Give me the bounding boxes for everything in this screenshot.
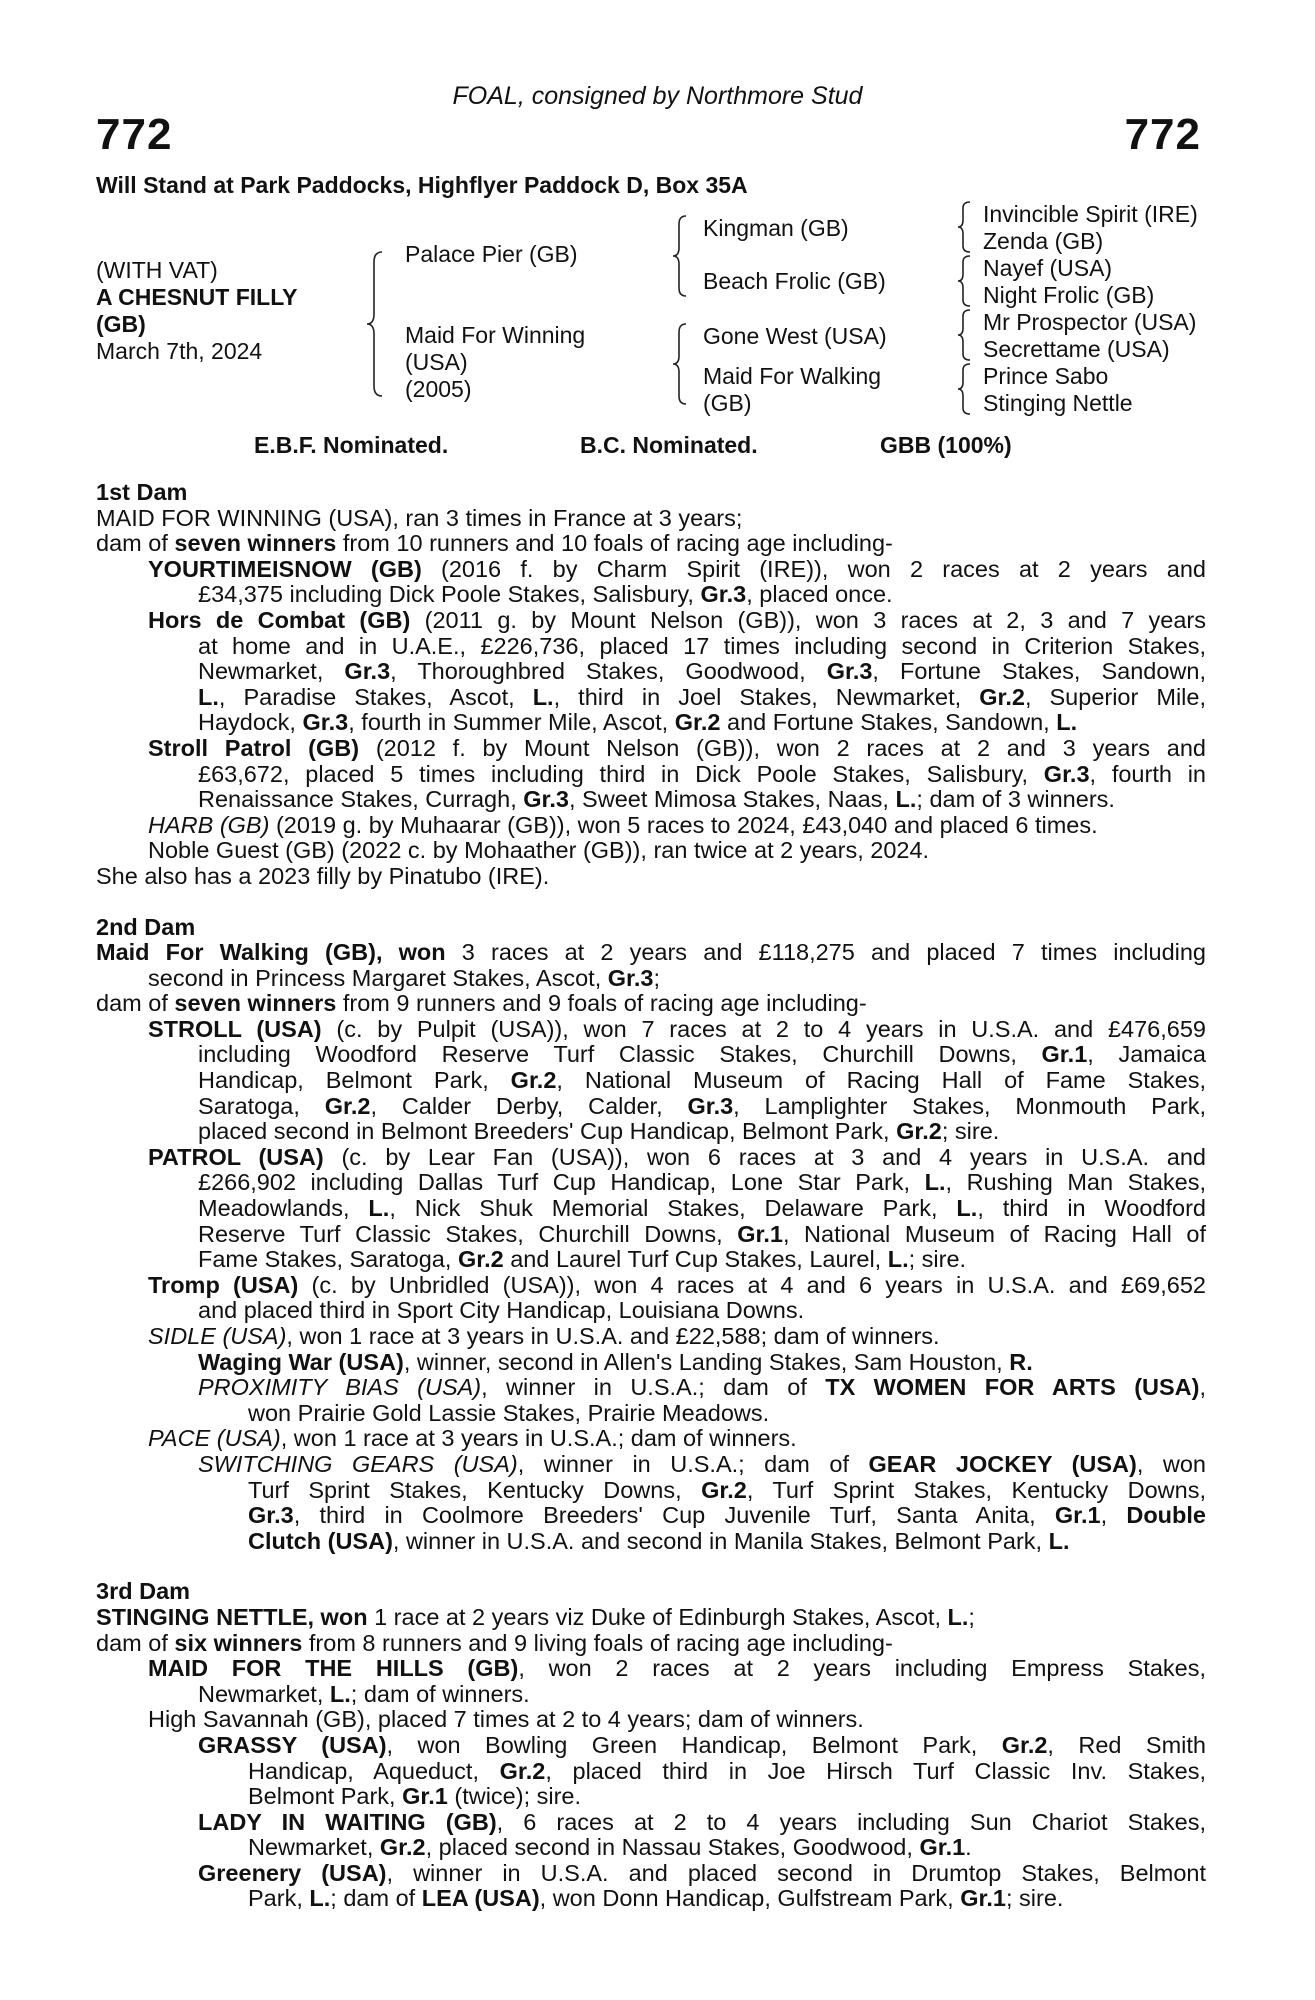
produce-entry-cont: L., Paradise Stakes, Ascot, L., third in Joel Stakes, Newmarket, Gr.2, Superior Mile, [198, 683, 1206, 710]
pedigree-brace-main [364, 250, 388, 398]
produce-note: She also has a 2023 filly by Pinatubo (IRE). [96, 862, 550, 889]
grandproduce-entry-cont: Belmont Park, Gr.1 (twice); sire. [248, 1783, 582, 1810]
pedigree-sire-dam: Beach Frolic (GB) [703, 268, 886, 294]
pedigree-dam-sire: Gone West (USA) [703, 323, 887, 349]
produce-entry: Noble Guest (GB) (2022 c. by Mohaather (GB)), ran twice at 2 years, 2024. [148, 837, 930, 864]
ebf-nomination: E.B.F. Nominated. [254, 432, 449, 458]
pedigree-brace-sire [670, 214, 690, 298]
produce-summary: dam of seven winners from 10 runners and 10 foals of racing age including- [96, 530, 893, 557]
grandproduce-entry: Waging War (USA), winner, second in Allen's Landing Stakes, Sam Houston, R. [198, 1348, 1033, 1375]
grandproduce-entry: Greenery (USA), winner in U.S.A. and placed second in Drumtop Stakes, Belmont [198, 1859, 1207, 1886]
pedigree-brace-g3-3 [955, 308, 973, 362]
lot-number-right: 772 [1124, 110, 1201, 159]
pedigree-sire: Palace Pier (GB) [405, 241, 578, 267]
horse-name: A CHESNUT FILLY [96, 284, 298, 310]
produce-entry: YOURTIMEISNOW (GB) (2016 f. by Charm Spirit (IRE)), won 2 races at 2 years and [148, 555, 1207, 582]
produce-record [96, 480, 1206, 1912]
gbb-status: GBB (100%) [880, 432, 1012, 458]
grandproduce-entry: LADY IN WAITING (GB), 6 races at 2 to 4 years including Sun Chariot Stakes, [198, 1808, 1206, 1835]
produce-entry-cont: Meadowlands, L., Nick Shuk Memorial Stakes, Delaware Park, L., third in Woodford [198, 1195, 1206, 1222]
produce-entry: PATROL (USA) (c. by Lear Fan (USA)), won 6 races at 3 and 4 years in U.S.A. and [148, 1143, 1206, 1170]
pedigree-brace-dam [670, 322, 690, 406]
produce-entry: Stroll Patrol (GB) (2012 f. by Mount Nelson (GB)), won 2 races at 2 and 3 years and [148, 734, 1206, 761]
produce-entry: PACE (USA), won 1 race at 3 years in U.S.A.; dam of winners. [148, 1425, 797, 1452]
pedigree-g3-2: Zenda (GB) [983, 228, 1104, 254]
produce-entry-cont: placed second in Belmont Breeders' Cup Handicap, Belmont Park, Gr.2; sire. [198, 1118, 1000, 1145]
produce-summary: dam of six winners from 8 runners and 9 living foals of racing age including- [96, 1629, 893, 1656]
grandproduce-entry-cont: Gr.3, third in Coolmore Breeders' Cup Juvenile Turf, Santa Anita, Gr.1, Double [248, 1502, 1206, 1529]
first-dam-heading: 1st Dam [96, 479, 188, 505]
dam-line: Maid For Walking (GB), won 3 races at 2 years and £118,275 and placed 7 times including [96, 939, 1206, 966]
produce-entry-cont: Haydock, Gr.3, fourth in Summer Mile, Ascot, Gr.2 and Fortune Stakes, Sandown, L. [198, 709, 1078, 736]
pedigree-g3-4: Night Frolic (GB) [983, 282, 1155, 308]
produce-entry: MAID FOR THE HILLS (GB), won 2 races at 2 years including Empress Stakes, [148, 1655, 1206, 1682]
dam-line: STINGING NETTLE, won 1 race at 2 years viz Duke of Edinburgh Stakes, Ascot, L.; [96, 1603, 975, 1630]
produce-entry-cont: Renaissance Stakes, Curragh, Gr.3, Sweet Mimosa Stakes, Naas, L.; dam of 3 winners. [198, 786, 1115, 813]
pedigree-g3-1: Invincible Spirit (IRE) [983, 201, 1198, 227]
grandproduce-entry-cont: Newmarket, Gr.2, placed second in Nassau Stakes, Goodwood, Gr.1. [248, 1834, 972, 1861]
dam-line-cont: second in Princess Margaret Stakes, Ascot, Gr.3; [148, 964, 661, 991]
lot-number-left: 772 [96, 110, 173, 159]
grandproduce-entry: PROXIMITY BIAS (USA), winner in U.S.A.; dam of TX WOMEN FOR ARTS (USA), [198, 1374, 1206, 1401]
grandproduce-entry-cont: Handicap, Aqueduct, Gr.2, placed third in Joe Hirsch Turf Classic Inv. Stakes, [248, 1757, 1206, 1784]
pedigree-brace-g3-1 [955, 200, 973, 254]
pedigree-sire-sire: Kingman (GB) [703, 215, 849, 241]
produce-entry-cont: Reserve Turf Classic Stakes, Churchill Downs, Gr.1, National Museum of Racing Hall of [198, 1220, 1206, 1247]
produce-entry-cont: Handicap, Belmont Park, Gr.2, National Museum of Racing Hall of Fame Stakes, [198, 1067, 1206, 1094]
pedigree-dam-line3: (2005) [405, 376, 472, 402]
dam-line: MAID FOR WINNING (USA), ran 3 times in France at 3 years; [96, 504, 743, 531]
pedigree-brace-g3-2 [955, 254, 973, 308]
produce-entry: HARB (GB) (2019 g. by Muhaarar (GB)), won 5 races to 2024, £43,040 and placed 6 times. [148, 811, 1098, 838]
grandproduce-entry: SWITCHING GEARS (USA), winner in U.S.A.; dam of GEAR JOCKEY (USA), won [198, 1450, 1206, 1477]
pedigree-dam-dam-line1: Maid For Walking [703, 363, 882, 389]
grandproduce-entry-cont: Clutch (USA), winner in U.S.A. and second in Manila Stakes, Belmont Park, L. [248, 1527, 1070, 1554]
produce-entry-cont: Newmarket, L.; dam of winners. [198, 1680, 530, 1707]
third-dam-heading: 3rd Dam [96, 1578, 191, 1605]
grandproduce-entry-cont: Turf Sprint Stakes, Kentucky Downs, Gr.2, Turf Sprint Stakes, Kentucky Downs, [248, 1476, 1206, 1503]
produce-entry-cont: Saratoga, Gr.2, Calder Derby, Calder, Gr.3, Lamplighter Stakes, Monmouth Park, [198, 1092, 1207, 1119]
grandproduce-entry-cont: Park, L.; dam of LEA (USA), won Donn Handicap, Gulfstream Park, Gr.1; sire. [248, 1885, 1064, 1912]
pedigree-brace-g3-4 [955, 362, 973, 416]
horse-name-country: (GB) [96, 311, 146, 337]
stand-location: Will Stand at Park Paddocks, Highflyer Paddock D, Box 35A [96, 172, 748, 198]
pedigree-g3-6: Secrettame (USA) [983, 336, 1170, 362]
bc-nomination: B.C. Nominated. [580, 432, 758, 458]
pedigree-g3-3: Nayef (USA) [983, 255, 1113, 281]
produce-entry-cont: including Woodford Reserve Turf Classic Stakes, Churchill Downs, Gr.1, Jamaica [198, 1041, 1206, 1068]
produce-entry-cont: Newmarket, Gr.3, Thoroughbred Stakes, Goodwood, Gr.3, Fortune Stakes, Sandown, [198, 658, 1207, 685]
produce-entry-cont: at home and in U.A.E., £226,736, placed 17 times including second in Criterion Stakes, [198, 632, 1206, 659]
grandproduce-entry: GRASSY (USA), won Bowling Green Handicap, Belmont Park, Gr.2, Red Smith [198, 1731, 1206, 1758]
produce-summary: dam of seven winners from 9 runners and 9 foals of racing age including- [96, 990, 867, 1017]
produce-entry-cont: £34,375 including Dick Poole Stakes, Salisbury, Gr.3, placed once. [198, 581, 893, 608]
produce-entry-cont: £266,902 including Dallas Turf Cup Handicap, Lone Star Park, L., Rushing Man Stakes, [198, 1169, 1206, 1196]
consignor-line: FOAL, consigned by Northmore Stud [452, 82, 863, 110]
produce-entry: High Savannah (GB), placed 7 times at 2 to 4 years; dam of winners. [148, 1706, 864, 1733]
foaling-date: March 7th, 2024 [96, 338, 263, 364]
pedigree-g3-8: Stinging Nettle [983, 390, 1133, 416]
grandproduce-entry-cont: won Prairie Gold Lassie Stakes, Prairie Meadows. [248, 1399, 770, 1426]
vat-note: (WITH VAT) [96, 257, 218, 283]
pedigree-g3-5: Mr Prospector (USA) [983, 309, 1197, 335]
produce-entry-cont: Fame Stakes, Saratoga, Gr.2 and Laurel Turf Cup Stakes, Laurel, L.; sire. [198, 1246, 967, 1273]
produce-entry: Hors de Combat (GB) (2011 g. by Mount Nelson (GB)), won 3 races at 2, 3 and 7 years [148, 606, 1206, 633]
pedigree-dam-dam-line2: (GB) [703, 390, 752, 416]
pedigree-dam-line1: Maid For Winning [405, 322, 586, 348]
produce-entry: SIDLE (USA), won 1 race at 3 years in U.S.A. and £22,588; dam of winners. [148, 1323, 940, 1349]
produce-entry: Tromp (USA) (c. by Unbridled (USA)), won 4 races at 4 and 6 years in U.S.A. and £69,652 [148, 1271, 1206, 1298]
produce-entry-cont: and placed third in Sport City Handicap, Louisiana Downs. [198, 1297, 805, 1324]
produce-entry-cont: £63,672, placed 5 times including third in Dick Poole Stakes, Salisbury, Gr.3, fourth in [198, 760, 1206, 787]
second-dam-heading: 2nd Dam [96, 913, 196, 940]
pedigree-g3-7: Prince Sabo [983, 363, 1109, 389]
produce-entry: STROLL (USA) (c. by Pulpit (USA)), won 7 races at 2 to 4 years in U.S.A. and £476,659 [148, 1015, 1206, 1042]
pedigree-dam-line2: (USA) [405, 349, 468, 375]
